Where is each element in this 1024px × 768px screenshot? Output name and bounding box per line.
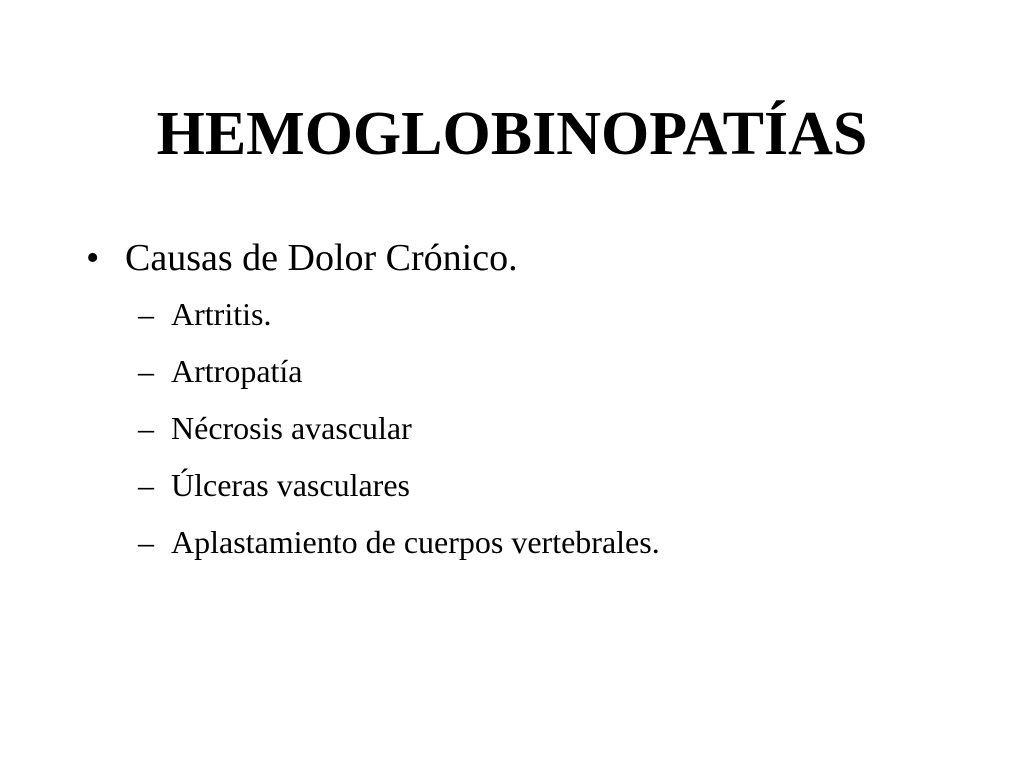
sub-bullet-item (138, 522, 660, 562)
sub-bullet-text: Artritis. (171, 296, 272, 332)
sub-bullet-item (138, 465, 660, 505)
sub-bullet-text: Nécrosis avascular (171, 410, 412, 446)
bullet-list (86, 232, 986, 560)
sub-bullet-item (138, 408, 660, 448)
sub-bullet-text: Aplastamiento de cuerpos vertebrales. (171, 524, 660, 560)
sub-bullet-item (138, 294, 660, 334)
sub-bullet-text: Artropatía (171, 353, 303, 389)
bullet-marker: • (86, 237, 100, 279)
sub-bullet-marker: – (138, 467, 154, 503)
sub-bullet-item (138, 351, 660, 391)
sub-bullet-marker: – (138, 524, 154, 560)
sub-bullet-marker: – (138, 410, 154, 446)
sub-bullet-marker: – (138, 296, 154, 332)
sub-bullet-marker: – (138, 353, 154, 389)
sub-bullet-text: Úlceras vasculares (171, 467, 410, 503)
bullet-text: Causas de Dolor Crónico. (125, 237, 518, 279)
slide-title: HEMOGLOBINOPATÍAS (156, 100, 868, 168)
sub-bullet-list (138, 294, 660, 579)
bullet-item (86, 232, 986, 284)
